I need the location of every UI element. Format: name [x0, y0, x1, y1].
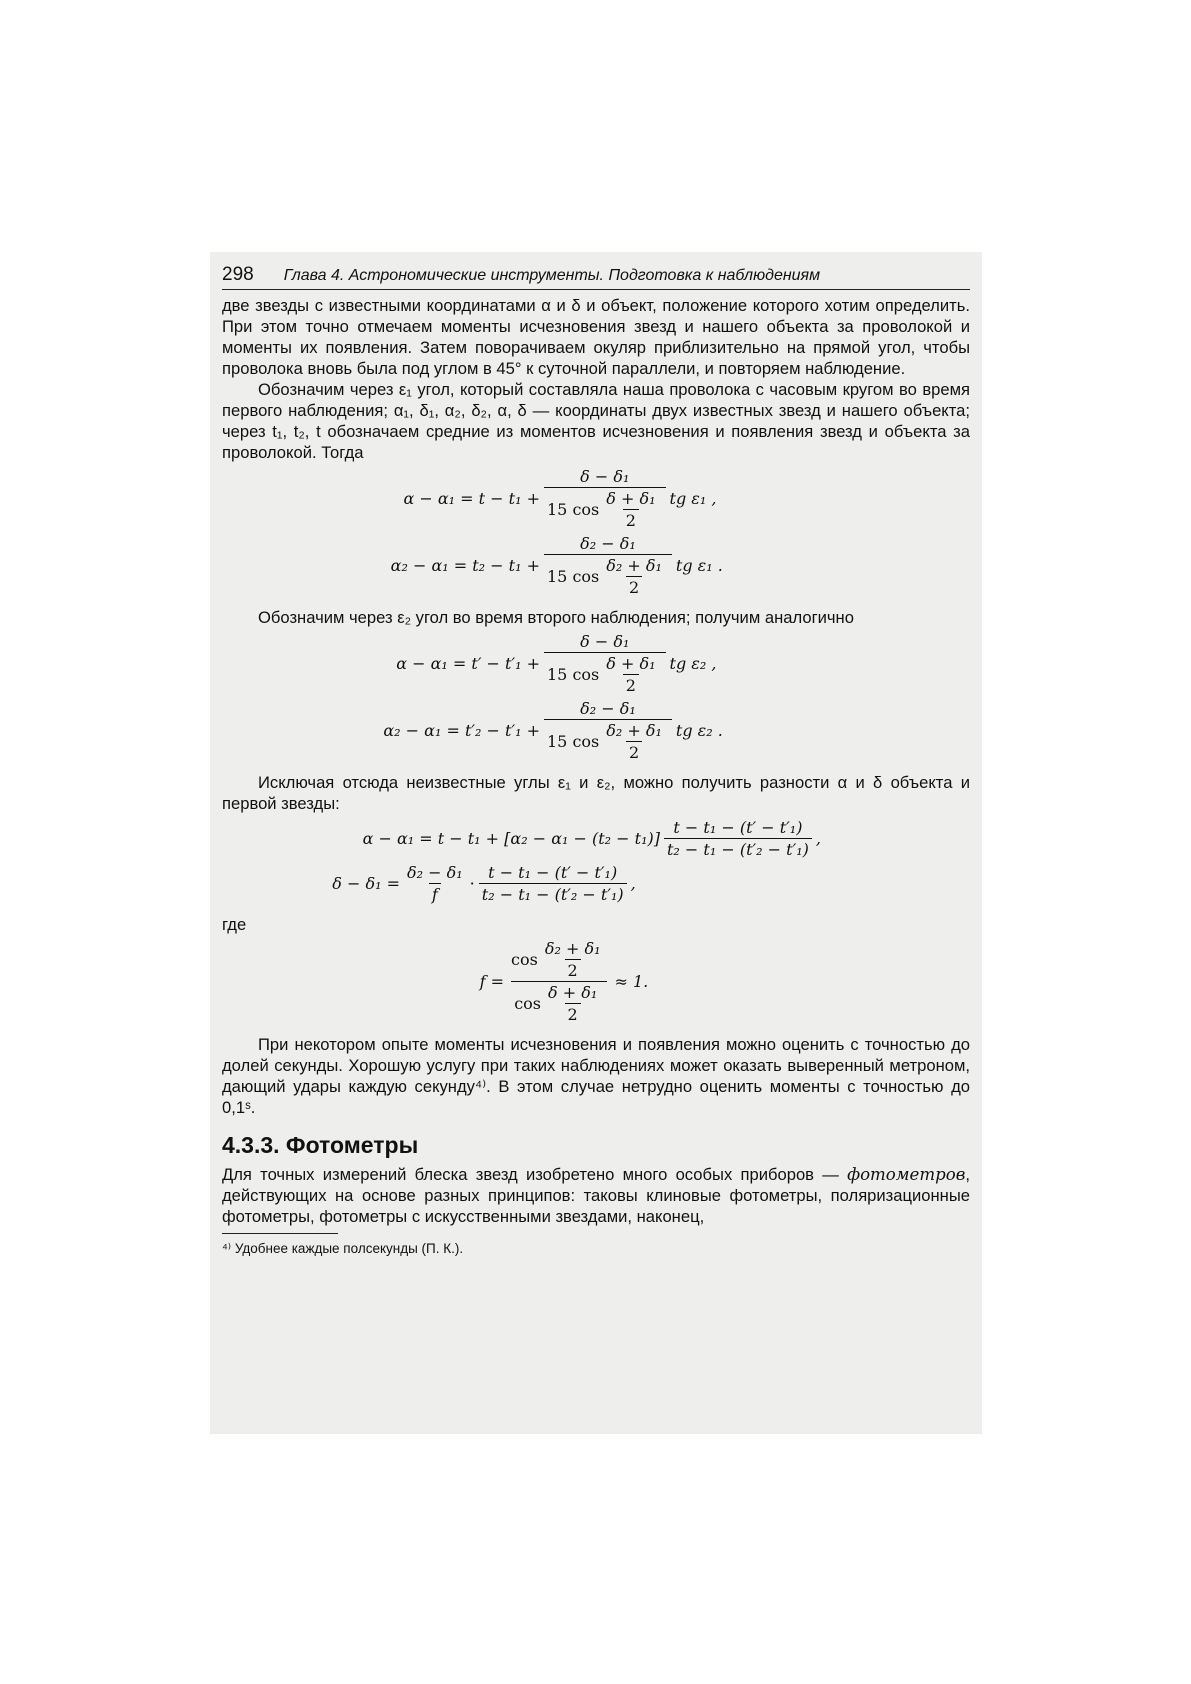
page-number: 298 [222, 264, 254, 285]
eq7-denominator [511, 981, 607, 1024]
eq1-den-prefix: 15 cos [547, 500, 600, 519]
eq2-denominator [544, 554, 672, 597]
eq2-inner-den: 2 [626, 576, 642, 597]
eq4-inner-num: δ₂ + δ₁ [606, 721, 662, 740]
equation-4 [222, 699, 970, 762]
equation-3 [222, 632, 970, 695]
eq2-inner-num: δ₂ + δ₁ [606, 556, 662, 575]
where-label: где [222, 915, 247, 934]
equation-block-3 [222, 818, 970, 904]
eq4-inner-fraction [603, 721, 665, 762]
eq3-inner-num: δ + δ₁ [606, 654, 656, 673]
eq2-inner-fraction [603, 556, 665, 597]
equation-7 [222, 939, 970, 1024]
section-heading: 4.3.3. Фотометры [222, 1132, 419, 1158]
equation-6 [222, 863, 970, 904]
eq5-tail: , [815, 829, 821, 848]
paragraph-6-start: Для точных измерений блеска звезд изобретено много особых приборов — [222, 1165, 848, 1184]
eq3-den-prefix: 15 cos [547, 665, 600, 684]
eq4-tail: tg ε₂ . [675, 721, 723, 740]
eq7-bot-den: 2 [565, 1003, 581, 1024]
eq3-numerator: δ − δ₁ [580, 632, 630, 651]
eq6-dot: · [469, 874, 475, 893]
eq1-numerator: δ − δ₁ [580, 467, 630, 486]
equation-block-4 [222, 939, 970, 1024]
eq6-tail: , [630, 874, 636, 893]
eq6-fraction-2 [479, 863, 627, 904]
eq4-denominator [544, 719, 672, 762]
paragraph-6 [222, 1164, 970, 1227]
eq3-inner-fraction [603, 654, 658, 695]
equation-block-1 [222, 467, 970, 597]
paragraph-6-term: фотометров [847, 1165, 966, 1184]
eq7-bottom-fraction [545, 983, 600, 1024]
eq5-fraction [664, 818, 812, 859]
eq7-top-den: 2 [565, 959, 581, 980]
eq4-inner-den: 2 [626, 741, 642, 762]
eq3-lhs: α − α₁ = t′ − t′₁ + [396, 654, 540, 673]
equation-2 [222, 534, 970, 597]
eq2-tail: tg ε₁ . [675, 556, 723, 575]
eq2-lhs: α₂ − α₁ = t₂ − t₁ + [390, 556, 540, 575]
eq4-den-prefix: 15 cos [547, 732, 600, 751]
paragraph-2: Обозначим через ε₁ угол, который составляла наша проволока с часовым кругом во время первого наблюдения; α₁, δ₁, α₂, δ₂, α, δ — координаты двух известных звезд и нашего объекта; через t₁, t₂, t обозначаем средние из моментов исчезновения и появления звезд и объекта за проволокой. Тогда [222, 380, 970, 462]
eq6-numerator-1: δ₂ − δ₁ [407, 863, 463, 882]
equation-5 [222, 818, 970, 859]
eq2-den-prefix: 15 cos [547, 567, 600, 586]
footnote-divider [222, 1233, 338, 1234]
eq7-top-num: δ₂ + δ₁ [544, 939, 601, 958]
eq3-inner-den: 2 [623, 674, 639, 695]
equation-block-2 [222, 632, 970, 762]
eq1-lhs: α − α₁ = t − t₁ + [403, 489, 540, 508]
eq4-numerator: δ₂ − δ₁ [580, 699, 636, 718]
eq7-cos-top: cos [511, 950, 538, 969]
eq1-inner-fraction [603, 489, 658, 530]
eq2-numerator: δ₂ − δ₁ [580, 534, 636, 553]
eq3-fraction [544, 632, 666, 695]
equation-1 [222, 467, 970, 530]
paragraph-3: Обозначим через ε₂ угол во время второго наблюдения; получим аналогично [258, 608, 854, 627]
eq1-inner-num: δ + δ₁ [606, 489, 656, 508]
eq7-lhs: f = [479, 972, 504, 991]
eq5-numerator: t − t₁ − (t′ − t′₁) [673, 818, 803, 837]
eq1-inner-den: 2 [623, 509, 639, 530]
running-title: Глава 4. Астрономические инструменты. Подготовка к наблюдениям [283, 267, 821, 284]
running-header [222, 264, 970, 290]
eq3-denominator [544, 652, 666, 695]
eq7-numerator [508, 939, 610, 981]
paragraph-1: две звезды с известными координатами α и δ и объект, положение которого хотим определить. При этом точно отмечаем моменты исчезновения звезд и нашего объекта за проволокой и моменты их появления. Затем поворачиваем окуляр приблизительно на прямой угол, чтобы проволока вновь была под углом в 45° к суточной параллели, и повторяем наблюдение. [222, 296, 970, 378]
paragraph-6-end: , действующих на основе разных принципов: таковы клиновые фотометры, поляризационные фотометры, фотометры с искусственными звездами, наконец, [222, 1165, 970, 1226]
eq7-top-fraction [542, 939, 604, 980]
eq1-fraction [544, 467, 666, 530]
eq6-fraction-1 [404, 863, 466, 904]
eq6-denominator-1: f [429, 883, 441, 904]
eq1-denominator [544, 487, 666, 530]
eq4-lhs: α₂ − α₁ = t′₂ − t′₁ + [383, 721, 540, 740]
paragraph-5: При некотором опыте моменты исчезновения и появления можно оценить с точностью до долей секунды. Хорошую услугу при таких наблюдениях может оказать выверенный метроном, дающий удары каждую секунду⁴⁾. В этом случае нетрудно оценить моменты с точностью до 0,1ˢ. [222, 1035, 970, 1117]
eq3-tail: tg ε₂ , [669, 654, 717, 673]
eq6-lhs: δ − δ₁ = [332, 874, 400, 893]
book-page [222, 264, 970, 1259]
footnote: ⁴⁾ Удобнее каждые полсекунды (П. К.). [222, 1241, 464, 1256]
eq7-tail: ≈ 1. [614, 972, 649, 991]
eq7-fraction [508, 939, 610, 1024]
eq6-numerator-2: t − t₁ − (t′ − t′₁) [488, 863, 618, 882]
eq4-fraction [544, 699, 672, 762]
eq6-denominator-2: t₂ − t₁ − (t′₂ − t′₁) [479, 883, 627, 904]
paragraph-4: Исключая отсюда неизвестные углы ε₁ и ε₂, можно получить разности α и δ объекта и первой звезды: [222, 773, 970, 813]
eq7-bot-num: δ + δ₁ [548, 983, 598, 1002]
eq2-fraction [544, 534, 672, 597]
eq5-lhs: α − α₁ = t − t₁ + [α₂ − α₁ − (t₂ − t₁)] [362, 829, 660, 848]
eq1-tail: tg ε₁ , [669, 489, 717, 508]
eq5-denominator: t₂ − t₁ − (t′₂ − t′₁) [664, 838, 812, 859]
eq7-cos-bottom: cos [514, 994, 542, 1013]
